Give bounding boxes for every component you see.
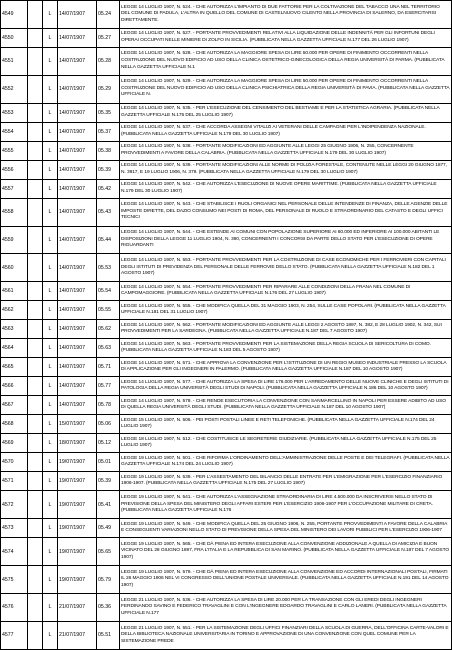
record-code: 05.28 bbox=[97, 47, 120, 75]
record-number: 4553 bbox=[1, 103, 28, 122]
record-date: 14/07/1907 bbox=[58, 282, 97, 301]
record-description: LEGGE 14 LUGLIO 1907, N. 535. - PER L'ESECUZIONE DEL CENSIMENTO DEL BESTIAME E PER LA STATISTICA AGRARIA. (PUBBLICATA NELLA GAZZETTA UFFICIALE N.175 DEL 25 LUGLIO 1907) bbox=[120, 103, 452, 122]
record-type: L bbox=[43, 396, 58, 415]
record-description: LEGGE 14 LUGLIO 1907, N. 527. - PORTANTE PROVVEDIMENTI RELATIVI ALLA LIQUIDAZIONE DELLE INDENNITÀ PER GLI INFORTUNI DEGLI OPERAI OCCUPATI NELLE MINIERE DI ZOLFO IN SICILIA. (PUBBLICATA NELLA GAZZETTA UFFICIALE N.177 DEL 26 LUGLIO 1907) bbox=[120, 28, 452, 47]
record-number: 4560 bbox=[1, 254, 28, 282]
record-number: 4572 bbox=[1, 491, 28, 519]
record-type: L bbox=[43, 491, 58, 519]
record-type: L bbox=[43, 320, 58, 339]
empty-cell bbox=[28, 472, 43, 491]
record-number: 4562 bbox=[1, 301, 28, 320]
empty-cell bbox=[28, 226, 43, 254]
record-date: 14/07/1907 bbox=[58, 339, 97, 358]
empty-cell bbox=[28, 141, 43, 160]
record-number: 4565 bbox=[1, 358, 28, 377]
record-type: L bbox=[43, 160, 58, 179]
record-code: 05.71 bbox=[97, 358, 120, 377]
record-type: L bbox=[43, 434, 58, 453]
record-date: 19/07/1907 bbox=[58, 519, 97, 538]
record-number: 4575 bbox=[1, 566, 28, 594]
record-description: LEGGE 14 LUGLIO 1907, N. 571. - CHE APPROVA LA CONVENZIONE PER L'ISTITUZIONE DI UN REGIO MUSEO INDUSTRIALE PRESSO LA SCUOLA DI APPLICAZIONE PER GLI INGEGNERI IN PALERMO. (PUBBLICATA NELLA GAZZETTA UFFICIALE N.187 DEL 10 AGOSTO 1907) bbox=[120, 358, 452, 377]
record-code: 05.37 bbox=[97, 122, 120, 141]
record-date: 21/07/1907 bbox=[58, 594, 97, 622]
table-row bbox=[1, 179, 452, 198]
record-date: 14/07/1907 bbox=[58, 301, 97, 320]
record-type: L bbox=[43, 179, 58, 198]
empty-cell bbox=[28, 453, 43, 472]
table-row bbox=[1, 226, 452, 254]
empty-cell bbox=[28, 396, 43, 415]
record-description: LEGGE 19 LUGLIO 1907, N. 539. - PER L'ASSESTAMENTO DEL BILANCIO DELLE ENTRATE PER L'EMIGRAZIONE PER L'ESERCIZIO FINANZIARIO 1906-1907. (PUBBLICATA NELLA GAZZETTA UFFICIALE N.175 DEL 27 LUGLIO 1907) bbox=[120, 472, 452, 491]
record-type: L bbox=[43, 254, 58, 282]
record-code: 05.44 bbox=[97, 226, 120, 254]
record-date: 14/07/1907 bbox=[58, 358, 97, 377]
record-number: 4559 bbox=[1, 226, 28, 254]
record-type: L bbox=[43, 519, 58, 538]
empty-cell bbox=[28, 254, 43, 282]
record-type: L bbox=[43, 47, 58, 75]
table-row bbox=[1, 377, 452, 396]
record-description: LEGGE 14 LUGLIO 1907, N. 562. - PORTANTE MODIFICAZIONI ED AGGIUNTE ALLE LEGGI 2 AGOSTO 1897, N. 382, E 28 LUGLIO 1902, N. 342, SUI PROVVEDIMENTI PER LA SARDEGNA. (PUBBLICATA NELLA GAZZETTA UFFICIALE N.187 DEL 7 AGOSTO 1907) bbox=[120, 320, 452, 339]
record-number: 4552 bbox=[1, 75, 28, 103]
record-number: 4556 bbox=[1, 160, 28, 179]
record-code: 05.35 bbox=[97, 103, 120, 122]
table-row bbox=[1, 198, 452, 226]
record-type: L bbox=[43, 358, 58, 377]
record-code: 05.51 bbox=[97, 621, 120, 649]
record-type: L bbox=[43, 103, 58, 122]
record-code: 05.29 bbox=[97, 75, 120, 103]
record-code: 05.65 bbox=[97, 538, 120, 566]
record-date: 18/07/1907 bbox=[58, 434, 97, 453]
table-row bbox=[1, 320, 452, 339]
record-type: L bbox=[43, 415, 58, 434]
record-date: 19/07/1907 bbox=[58, 491, 97, 519]
record-description: LEGGE 14 LUGLIO 1907, N. 553. - PORTANTE PROVVEDIMENTI PER LA COSTRUZIONE DI CASE ECONOMICHE PER I FERROVIERI CON CAPITALI DEGLI ISTITUTI DI PREVIDENZA DEL PERSONALE DELLE FERROVIE DELLO STATO. (PUBBLICATA NELLA GAZZETTA UFFICIALE N.182 DEL 1 AGOSTO 1907) bbox=[120, 254, 452, 282]
record-code: 05.49 bbox=[97, 519, 120, 538]
record-code: 05.53 bbox=[97, 254, 120, 282]
table-row bbox=[1, 301, 452, 320]
table-row bbox=[1, 621, 452, 649]
record-description: LEGGE 19 LUGLIO 1907, N. 565. - CHE DÀ PIENA ED INTERA ESECUZIONE ALLA CONVENZIONE ADDIZIONALE A QUELLA DI AMICIZIA E BUON VICINATO DEL 28 GIUGNO 1897, FRA L'ITALIA E LA REPUBBLICA DI SAN MARINO. (PUBBLICATA NELLA GAZZETTA UFFICIALE N.187 DEL 7 AGOSTO 1907) bbox=[120, 538, 452, 566]
record-number: 4567 bbox=[1, 396, 28, 415]
record-type: L bbox=[43, 453, 58, 472]
record-date: 14/07/1907 bbox=[58, 122, 97, 141]
record-date: 21/07/1907 bbox=[58, 621, 97, 649]
record-code: 05.43 bbox=[97, 198, 120, 226]
empty-cell bbox=[28, 519, 43, 538]
record-description: LEGGE 14 LUGLIO 1907, N. 577. - CHE AUTORIZZA LA SPESA DI LIRE 176.000 PER L'ARREDAMENTO DELLE NUOVE CLINICHE E DEGLI ISTITUTI DI PATOLOGIA DELLA REGIA UNIVERSITÀ DEGLI STUDI DI NAPOLI. (PUBBLICATA NELLA GAZZETTA UFFICIALE N.186 DEL 10 AGOSTO 1907) bbox=[120, 377, 452, 396]
record-number: 4564 bbox=[1, 339, 28, 358]
record-number: 4571 bbox=[1, 472, 28, 491]
record-date: 19/07/1907 bbox=[58, 566, 97, 594]
table-row bbox=[1, 339, 452, 358]
table-row bbox=[1, 160, 452, 179]
records-table-body bbox=[1, 1, 452, 650]
record-code: 05.39 bbox=[97, 160, 120, 179]
table-row bbox=[1, 453, 452, 472]
record-code: 05.42 bbox=[97, 179, 120, 198]
empty-cell bbox=[28, 339, 43, 358]
record-date: 14/07/1907 bbox=[58, 75, 97, 103]
record-type: L bbox=[43, 226, 58, 254]
record-number: 4549 bbox=[1, 1, 28, 29]
table-row bbox=[1, 396, 452, 415]
table-row bbox=[1, 254, 452, 282]
record-description: LEGGE 21 LUGLIO 1907, N. 551. - PER LA SISTEMAZIONE DEGLI UFFICI FINANZIARI DELLA SCUOLA DI GUERRA, DELL'OFFICINA CARTE-VALORI E DELLA BIBLIOTECA NAZIONALE UNIVERSITARIA IN TORINO E APPROVAZIONE DI UNA CONVENZIONE CON QUEL COMUNE PER LA SISTEMAZIONE PREDE bbox=[120, 621, 452, 649]
record-code: 05.54 bbox=[97, 282, 120, 301]
table-row bbox=[1, 491, 452, 519]
record-description: LEGGE 18 LUGLIO 1907, N. 512. - CHE COSTITUISCE LE SEGRETERIE GIUDIZIARIE. (PUBBLICATA NELLA GAZZETTA UFFICIALE N.175 DEL 25 LUGLIO 1907) bbox=[120, 434, 452, 453]
record-number: 4576 bbox=[1, 594, 28, 622]
record-type: L bbox=[43, 339, 58, 358]
empty-cell bbox=[28, 491, 43, 519]
record-type: L bbox=[43, 122, 58, 141]
record-date: 14/07/1907 bbox=[58, 141, 97, 160]
empty-cell bbox=[28, 301, 43, 320]
record-description: LEGGE 14 LUGLIO 1907, N. 542. - CHE AUTORIZZA L'ESECUZIONE DI NUOVE OPERE MARITTIME. (PUBBLICATA NELLA GAZZETTA UFFICIALE N.179 DEL 30 LUGLIO 1907) bbox=[120, 179, 452, 198]
record-type: L bbox=[43, 301, 58, 320]
table-row bbox=[1, 566, 452, 594]
record-number: 4551 bbox=[1, 47, 28, 75]
record-code: 05.79 bbox=[97, 566, 120, 594]
table-row bbox=[1, 103, 452, 122]
empty-cell bbox=[28, 434, 43, 453]
record-type: L bbox=[43, 594, 58, 622]
record-number: 4566 bbox=[1, 377, 28, 396]
record-date: 14/07/1907 bbox=[58, 320, 97, 339]
table-row bbox=[1, 519, 452, 538]
record-type: L bbox=[43, 566, 58, 594]
empty-cell bbox=[28, 621, 43, 649]
record-date: 14/07/1907 bbox=[58, 103, 97, 122]
record-number: 4577 bbox=[1, 621, 28, 649]
record-code: 05.78 bbox=[97, 396, 120, 415]
record-type: L bbox=[43, 621, 58, 649]
record-code: 05.27 bbox=[97, 28, 120, 47]
table-row bbox=[1, 358, 452, 377]
record-description: LEGGE 14 LUGLIO 1907, N. 538. - PORTANTE MODIFICAZIONI ED AGGIUNTE ALLE LEGGI 25 GIUGNO 1906, N. 255, CONCERNENTE PROVVEDIMENTI A FAVORE DELLA CALABRIA. (PUBBLICATA NELLA GAZZETTA UFFICIALE N.179 DEL 30 LUGLIO 1907) bbox=[120, 141, 452, 160]
record-description: LEGGE 14 LUGLIO 1907, N. 544. - CHE ESTENDE AI COMUNI CON POPOLAZIONE SUPERIORE AI 60.000 ED INFERIORE AI 100.000 ABITANTI LE DISPOSIZIONI DELLA LEGGE 11 LUGLIO 1904, N. 390, CONCERNENTI I CONCORSI DA PARTE DELLO STATO PER L'ESECUZIONE DI OPERE RIGUARDANTI bbox=[120, 226, 452, 254]
record-number: 4550 bbox=[1, 28, 28, 47]
table-row bbox=[1, 141, 452, 160]
empty-cell bbox=[28, 1, 43, 29]
empty-cell bbox=[28, 103, 43, 122]
empty-cell bbox=[28, 320, 43, 339]
record-number: 4573 bbox=[1, 519, 28, 538]
table-row bbox=[1, 594, 452, 622]
record-description: LEGGE 14 LUGLIO 1907, N. 537. - CHE ACCORDA ASSEGNI VITALIZI AI VETERANI DELLE CAMPAGNE PER L'INDIPENDENZA NAZIONALE. (PUBBLICATA NELLA GAZZETTA UFFICIALE N.179 DEL 30 LUGLIO 1907) bbox=[120, 122, 452, 141]
record-description: LEGGE 15 LUGLIO 1907, N. 506. - PEI POSTI POSTALI LINEE E RETI TELEFONICHE. (PUBBLICATA NELLA GAZZETTA UFFICIALE N.174 DEL 24 LUGLIO 1907) bbox=[120, 415, 452, 434]
record-code: 05.01 bbox=[97, 453, 120, 472]
empty-cell bbox=[28, 75, 43, 103]
empty-cell bbox=[28, 377, 43, 396]
record-number: 4570 bbox=[1, 453, 28, 472]
record-number: 4554 bbox=[1, 122, 28, 141]
record-date: 15/07/1907 bbox=[58, 415, 97, 434]
record-description: LEGGE 14 LUGLIO 1907, N. 528. - CHE AUTORIZZA LA MAGGIORE SPESA DI LIRE 50.000 PER OPERE DI FINIMENTO OCCORRENTI NELLA COSTRUZIONE DEL NUOVO EDIFICIO AD USO DELLA CLINICA OSTETRICO-GINECOLOGICA DELLA REGIA UNIVERSITÀ DI PARMA. (PUBBLICATA NELLA GAZZETTA UFFICIALE N.1 bbox=[120, 47, 452, 75]
record-type: L bbox=[43, 472, 58, 491]
record-date: 14/07/1907 bbox=[58, 160, 97, 179]
table-row bbox=[1, 415, 452, 434]
record-code: 05.62 bbox=[97, 320, 120, 339]
record-code: 05.24 bbox=[97, 1, 120, 29]
empty-cell bbox=[28, 122, 43, 141]
empty-cell bbox=[28, 566, 43, 594]
record-description: LEGGE 19 LUGLIO 1907, N. 579. - CHE DÀ PIENA ED INTERA ESECUZIONE ALLA CONVENZIONE ED ACCORDI INTERNAZIONALI POSTALI, FIRMATI IL 26 MAGGIO 1906 NEL VI CONGRESSO DELL'UNIONE POSTALE UNIVERSALE. (PUBBLICATA NELLA GAZZETTA UFFICIALE N.191 DEL 14 AGOSTO 1907) bbox=[120, 566, 452, 594]
table-row bbox=[1, 122, 452, 141]
empty-cell bbox=[28, 160, 43, 179]
empty-cell bbox=[28, 594, 43, 622]
record-number: 4563 bbox=[1, 320, 28, 339]
record-type: L bbox=[43, 1, 58, 29]
record-description: LEGGE 14 LUGLIO 1907, N. 543. - CHE STABILISCE I RUOLI ORGANICI NEL PERSONALE DELLE INTENDENZE DI FINANZA, DELLE AGENZIE DELLE IMPOSTE DIRETTE, DEL DAZIO CONSUMO NEI POSTI DI ROMA, DEL PERSONALE DI RUOLO E STRAORDINARIO DEL CATASTO E DEGLI UFFICI TECNICI bbox=[120, 198, 452, 226]
record-type: L bbox=[43, 141, 58, 160]
record-code: 05.41 bbox=[97, 491, 120, 519]
empty-cell bbox=[28, 47, 43, 75]
empty-cell bbox=[28, 179, 43, 198]
empty-cell bbox=[28, 282, 43, 301]
record-code: 05.55 bbox=[97, 301, 120, 320]
table-row bbox=[1, 282, 452, 301]
table-row bbox=[1, 1, 452, 29]
table-row bbox=[1, 75, 452, 103]
record-code: 05.12 bbox=[97, 434, 120, 453]
record-type: L bbox=[43, 377, 58, 396]
record-number: 4568 bbox=[1, 415, 28, 434]
table-row bbox=[1, 538, 452, 566]
record-type: L bbox=[43, 538, 58, 566]
table-row bbox=[1, 434, 452, 453]
record-number: 4557 bbox=[1, 179, 28, 198]
record-description: LEGGE 14 LUGLIO 1907, N. 578. - CHE RENDE ESECUTORIA LA CONVENZIONE CON SANMARCELLINO IN NAPOLI PER ESSERE ADIBITO AD USO DI QUELLA REGIA UNIVERSITÀ DEGLI STUDI. (PUBBLICATA NELLA GAZZETTA UFFICIALE N.187 DEL 10 AGOSTO 1907) bbox=[120, 396, 452, 415]
record-number: 4574 bbox=[1, 538, 28, 566]
record-description: LEGGE 14 LUGLIO 1907, N. 563. - PORTANTE PROVVEDIMENTI PER LA SISTEMAZIONE DELLA REGIA SCUOLA DI SERICOLTURA DI COMO. (PUBBLICATA NELLA GAZZETTA UFFICIALE N.183 DEL 5 AGOSTO 1907) bbox=[120, 339, 452, 358]
record-date: 14/07/1907 bbox=[58, 254, 97, 282]
empty-cell bbox=[28, 198, 43, 226]
record-description: LEGGE 14 LUGLIO 1907, N. 524. - CHE AUTORIZZA L'IMPIANTO DI DUE FATTORIE PER LA COLTIVAZIONE DEL TABACCO UNA NEL TERRITORIO DEL COMUNE DI PADULA, L'ALTRA IN QUELLO DEL COMUNE DI CASTELNUOVO CILENTO NELLA PROVINCIA DI SALERNO, DA ESERCITARSI DIRETTAMENTE. bbox=[120, 1, 452, 29]
table-row bbox=[1, 47, 452, 75]
empty-cell bbox=[28, 538, 43, 566]
record-type: L bbox=[43, 28, 58, 47]
record-date: 14/07/1907 bbox=[58, 226, 97, 254]
record-description: LEGGE 19 LUGLIO 1907, N. 541. - CHE AUTORIZZA L'ASSEGNAZIONE STRAORDINARIA DI LIRE 4.500.000 DA INSCRIVERSI NELLO STATO DI PREVISIONE DELLA SPESA DEL MINISTERO DEGLI AFFARI ESTERI PER L'ESERCIZIO 1906-1907 PER L'OCCUPAZIONE MILITARE DI CRETA. (PUBBLICATA NELLA GAZZETTA UFFICIALE N.176 bbox=[120, 491, 452, 519]
record-code: 05.36 bbox=[97, 594, 120, 622]
empty-cell bbox=[28, 358, 43, 377]
record-description: LEGGE 14 LUGLIO 1907, N. 539. - PORTANTE MODIFICAZIONI ALLE NORME DI POLIZIA FORESTALE, CONTENUTE NELLE LEGGI 20 GIUGNO 1877, N. 3917, E 19 LUGLIO 1906, N. 379. (PUBBLICATA NELLA GAZZETTA UFFICIALE N.179 DEL 30 LUGLIO 1907) bbox=[120, 160, 452, 179]
record-date: 19/07/1907 bbox=[58, 472, 97, 491]
record-type: L bbox=[43, 75, 58, 103]
record-date: 14/07/1907 bbox=[58, 47, 97, 75]
record-type: L bbox=[43, 198, 58, 226]
record-description: LEGGE 14 LUGLIO 1907, N. 555. - CHE MODIFICA QUELLA DEL 31 MAGGIO 1903, N. 254, SULLE CASE POPOLARI. (PUBBLICATA NELLA GAZZETTA UFFICIALE N.181 DEL 31 LUGLIO 1907) bbox=[120, 301, 452, 320]
record-date: 14/07/1907 bbox=[58, 377, 97, 396]
record-type: L bbox=[43, 282, 58, 301]
record-date: 14/07/1907 bbox=[58, 1, 97, 29]
record-description: LEGGE 19 LUGLIO 1907, N. 549. - CHE MODIFICA QUELLA DEL 25 GIUGNO 1906, N. 255, PORTANTE PROVVEDIMENTI A FAVORE DELLA CALABRIA E CONSEGUENTI VARIAZIONI NELLO STATO DI PREVISIONE DELLA SPESA DEL MINISTERO DEI LAVORI PUBBLICI PER L'ESERCIZIO 1906-1907 bbox=[120, 519, 452, 538]
record-date: 14/07/1907 bbox=[58, 198, 97, 226]
record-code: 05.38 bbox=[97, 141, 120, 160]
record-code: 05.63 bbox=[97, 339, 120, 358]
empty-cell bbox=[28, 28, 43, 47]
record-date: 19/07/1907 bbox=[58, 453, 97, 472]
record-description: LEGGE 14 LUGLIO 1907, N. 554. - PORTANTE PROVVEDIMENTI PER RIPARARE ALLE CONDIZIONI DELLA FRANA NEL COMUNE DI CAMPOMAGGIORE. (PUBBLICATA NELLA GAZZETTA UFFICIALE N.176 DEL 27 LUGLIO 1907) bbox=[120, 282, 452, 301]
record-number: 4569 bbox=[1, 434, 28, 453]
record-code: 05.06 bbox=[97, 415, 120, 434]
table-row bbox=[1, 472, 452, 491]
record-number: 4561 bbox=[1, 282, 28, 301]
record-number: 4555 bbox=[1, 141, 28, 160]
record-number: 4558 bbox=[1, 198, 28, 226]
table-row bbox=[1, 28, 452, 47]
record-description: LEGGE 19 LUGLIO 1907, N. 501. - CHE RIFORMA L'ORDINAMENTO DELL'AMMINISTRAZIONE DELLE POSTE E DEI TELEGRAFI. (PUBBLICATA NELLA GAZZETTA UFFICIALE N.174 DEL 24 LUGLIO 1907) bbox=[120, 453, 452, 472]
record-code: 05.77 bbox=[97, 377, 120, 396]
record-date: 14/07/1907 bbox=[58, 28, 97, 47]
record-date: 14/07/1907 bbox=[58, 179, 97, 198]
record-description: LEGGE 21 LUGLIO 1907, N. 536. - CHE AUTORIZZA LA SPESA DI LIRE 20.000 PER LA TRANSAZIONE CON GLI EREDI DEGLI INGEGNERI FERDINANDO SAVINO E FEDERICO TRAVAGLINI E CON L'INGEGNERE EDOARDO TRAVAGLINI E CARLO LANERI. (PUBBLICATA NELLA GAZZETTA UFFICIALE N.177 bbox=[120, 594, 452, 622]
empty-cell bbox=[28, 415, 43, 434]
record-code: 05.39 bbox=[97, 472, 120, 491]
record-description: LEGGE 14 LUGLIO 1907, N. 529. - CHE AUTORIZZA LA MAGGIORE SPESA DI LIRE 50.000 PER OPERE DI FINIMENTO OCCORRENTI NELLA COSTRUZIONE DEL NUOVO EDIFICIO AD USO DELLA CLINICA PSICHIATRICA DELLA REGIA UNIVERSITÀ DI PAVIA. (PUBBLICATA NELLA GAZZETTA UFFICIALE N. bbox=[120, 75, 452, 103]
record-date: 19/07/1907 bbox=[58, 538, 97, 566]
record-date: 14/07/1907 bbox=[58, 396, 97, 415]
